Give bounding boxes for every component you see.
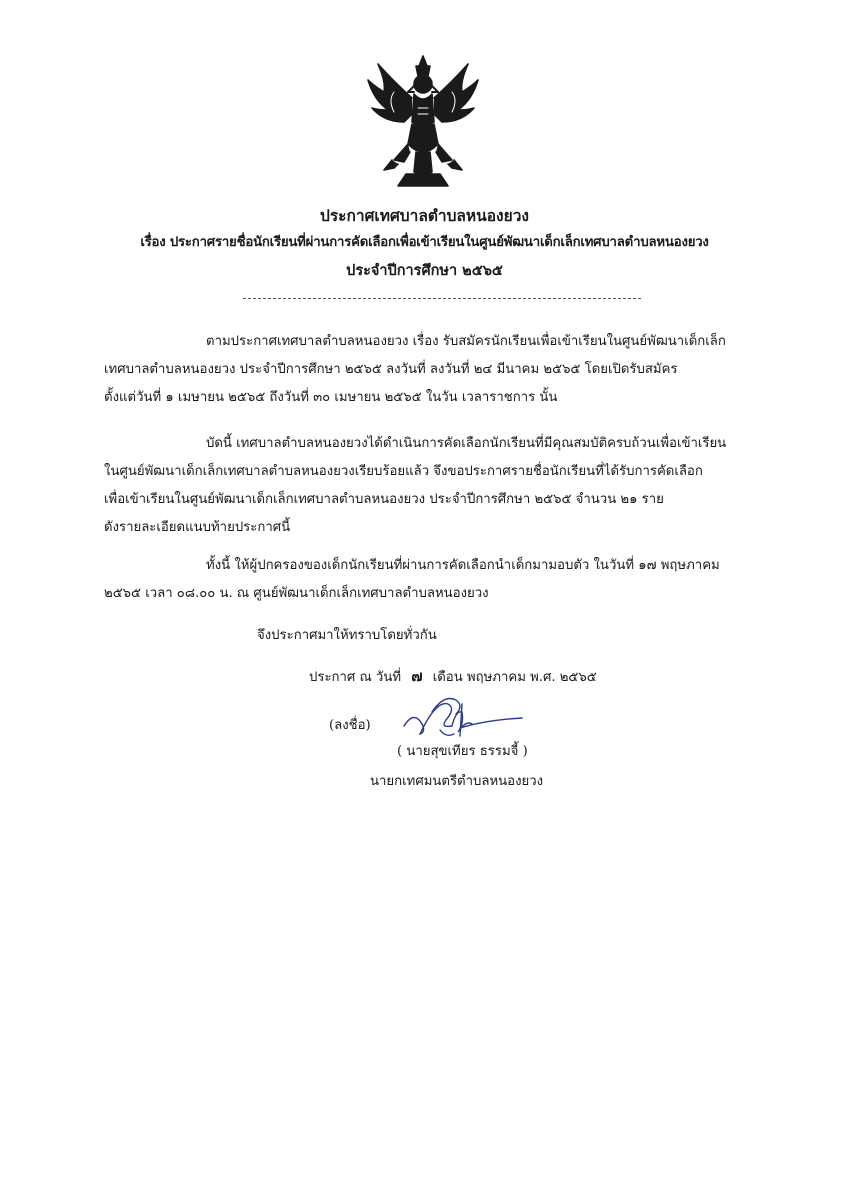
- paragraph-3-line: ๒๕๖๕ เวลา ๐๘.๐๐ น. ณ ศูนย์พัฒนาเด็กเล็กเทศบาลตำบลหนองยวง: [104, 586, 489, 601]
- paragraph-1-line: เทศบาลตำบลหนองยวง ประจำปีการศึกษา ๒๕๖๕ ลงวันที่ ลงวันที่ ๒๔ มีนาคม ๒๕๖๕ โดยเปิดรับสมัคร: [104, 362, 678, 377]
- dashed-divider: [243, 298, 641, 299]
- signature-prefix: (ลงชื่อ): [329, 718, 371, 733]
- announcement-prefix: ประกาศ ณ วันที่: [309, 670, 402, 685]
- document-title: ประกาศเทศบาลตำบลหนองยวง: [320, 206, 529, 225]
- paragraph-2-line: ในศูนย์พัฒนาเด็กเล็กเทศบาลตำบลหนองยวงเรียบร้อยแล้ว จึงขอประกาศรายชื่อนักเรียนที่ได้รับการคัดเลือก: [104, 464, 703, 479]
- signer-name: ( นายสุขเทียร ธรรมจี้ ): [397, 744, 528, 759]
- closing-statement: จึงประกาศมาให้ทราบโดยทั่วกัน: [257, 628, 437, 643]
- handwritten-signature-icon: [396, 690, 526, 750]
- document-year-line: ประจำปีการศึกษา ๒๕๖๕: [346, 262, 503, 279]
- paragraph-2-line: บัดนี้ เทศบาลตำบลหนองยวงได้ดำเนินการคัดเลือกนักเรียนที่มีคุณสมบัติครบถ้วนเพื่อเข้าเรียน: [206, 436, 727, 451]
- announcement-suffix: เดือน พฤษภาคม พ.ศ. ๒๕๖๕: [432, 670, 597, 685]
- signer-title: นายกเทศมนตรีตำบลหนองยวง: [370, 774, 544, 789]
- announcement-day: ๗: [411, 667, 423, 685]
- paragraph-2-line: เพื่อเข้าเรียนในศูนย์พัฒนาเด็กเล็กเทศบาลตำบลหนองยวง ประจำปีการศึกษา ๒๕๖๕ จำนวน ๒๑ ราย: [104, 492, 664, 507]
- garuda-emblem-icon: [364, 52, 482, 192]
- paragraph-3: [104, 552, 784, 608]
- paragraph-1: [104, 328, 784, 412]
- paragraph-3-line: ทั้งนี้ ให้ผู้ปกครองของเด็กนักเรียนที่ผ่านการคัดเลือกนำเด็กมามอบตัว ในวันที่ ๑๗ พฤษภาคม: [206, 558, 720, 573]
- announcement-date: [309, 666, 597, 688]
- paragraph-1-line: ตามประกาศเทศบาลตำบลหนองยวง เรื่อง รับสมัครนักเรียนเพื่อเข้าเรียนในศูนย์พัฒนาเด็กเล็ก: [206, 334, 726, 349]
- paragraph-1-line: ตั้งแต่วันที่ ๑ เมษายน ๒๕๖๕ ถึงวันที่ ๓๐ เมษายน ๒๕๖๕ ในวัน เวลาราชการ นั้น: [104, 390, 558, 405]
- document-subject: เรื่อง ประกาศรายชื่อนักเรียนที่ผ่านการคัดเลือกเพื่อเข้าเรียนในศูนย์พัฒนาเด็กเล็กเทศบาลตำบลหนองยวง: [140, 235, 709, 250]
- paragraph-2: [104, 430, 784, 542]
- paragraph-2-line: ดังรายละเอียดแนบท้ายประกาศนี้: [104, 520, 291, 535]
